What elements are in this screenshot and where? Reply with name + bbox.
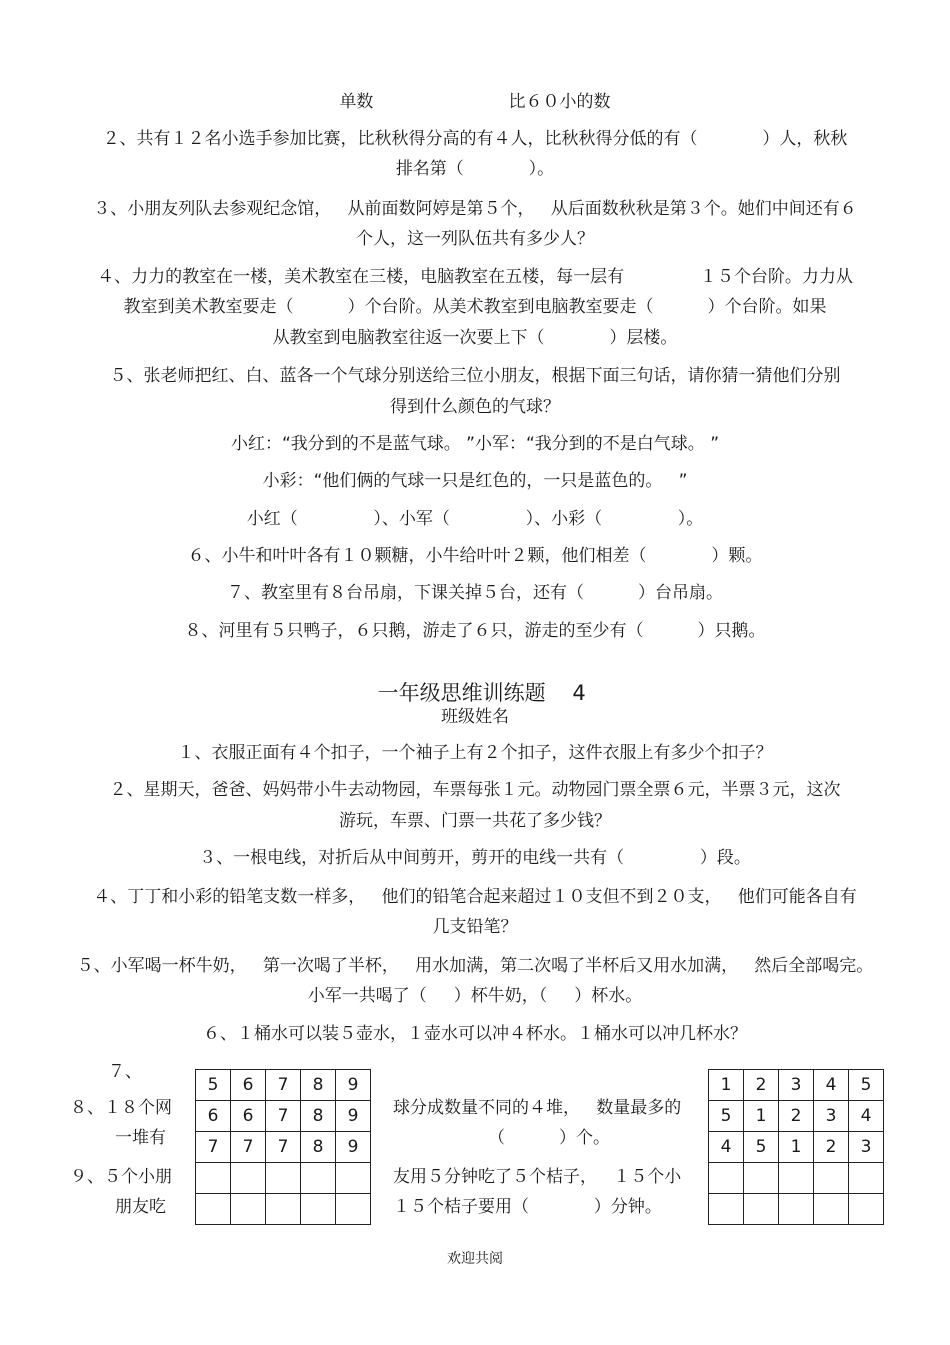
question-8: ８、河里有５只鸭子，６只鹅，游走了６只，游走的至少有（ ）只鹅。 <box>184 621 766 641</box>
grid-cell: 9 <box>336 1101 371 1132</box>
grid-cell: 3 <box>779 1070 814 1101</box>
grid-cell: 2 <box>744 1070 779 1101</box>
grid-cell <box>849 1163 884 1194</box>
grid-cell: 7 <box>196 1132 231 1163</box>
grid-cell <box>231 1194 266 1225</box>
text-line: （ ）个。 <box>488 1128 611 1148</box>
grid-cell: 1 <box>744 1101 779 1132</box>
grid-cell: 4 <box>709 1132 744 1163</box>
grid-cell: 8 <box>301 1132 336 1163</box>
grid-cell: 7 <box>266 1101 301 1132</box>
question-1: １、衣服正面有４个扣子，一个袖子上有２个扣子，这件衣服上有多少个扣子？ <box>177 743 773 763</box>
text-line: 个人，这一列队伍共有多少人？ <box>356 229 594 249</box>
grid-cell <box>849 1194 884 1225</box>
title-text: 一年级思维训练题 <box>377 681 546 705</box>
number-grid-right <box>708 1069 884 1225</box>
grid-cell: 8 <box>301 1101 336 1132</box>
grid-cell: 6 <box>231 1070 266 1101</box>
grid-cell: 5 <box>196 1070 231 1101</box>
grid-cell <box>196 1163 231 1194</box>
grid-cell <box>814 1194 849 1225</box>
text-line: 从教室到电脑教室往返一次要上下（ ）层楼。 <box>272 328 678 348</box>
grid-cell <box>301 1194 336 1225</box>
grid-cell <box>336 1163 371 1194</box>
question-2: ２、共有１２名小选手参加比赛，比秋秋得分高的有４人，比秋秋得分低的有（ ）人，秋秋 <box>102 129 848 149</box>
grid-cell: 9 <box>336 1070 371 1101</box>
text-line: 一堆有 <box>115 1128 166 1148</box>
question-6: ６、小牛和叶叶各有１０颗糖，小牛给叶叶２颗，他们相差（ ）颗。 <box>187 546 763 566</box>
text-line: 游玩，车票、门票一共花了多少钱？ <box>339 811 611 831</box>
question-5: ５、小军喝一杯牛奶， 第一次喝了半杯， 用水加满，第二次喝了半杯后又用水加满， 然后全部喝完。 <box>76 956 874 976</box>
text-line: １５个桔子要用（ ）分钟。 <box>393 1197 662 1217</box>
question-7: ７、教室里有８台吊扇，下课关掉５台，还有（ ）台吊扇。 <box>226 583 724 603</box>
question-3: ３、小朋友列队去参观纪念馆， 从前面数阿婷是第５个， 从后面数秋秋是第３个。她们中间还有６ <box>93 199 857 219</box>
question-7-label: ７、 <box>108 1062 142 1082</box>
text-line: 单数 比６０小的数 <box>339 92 611 112</box>
text-line: 小红（ ）、小军（ ）、小彩（ ）。 <box>246 509 704 529</box>
grid-cell: 7 <box>231 1132 266 1163</box>
number-grid-left <box>195 1069 371 1225</box>
title-number: 4 <box>572 681 586 705</box>
grid-cell <box>336 1194 371 1225</box>
text-line: 朋友吃 <box>115 1197 166 1217</box>
text-line: 小彩：“他们俩的气球一只是红色的，一只是蓝色的。 ” <box>262 471 688 491</box>
question-5: ５、张老师把红、白、蓝各一个气球分别送给三位小朋友，根据下面三句话，请你猜一猜他们分别 <box>109 366 841 386</box>
grid-cell <box>779 1163 814 1194</box>
grid-cell: 3 <box>814 1101 849 1132</box>
grid-cell <box>814 1163 849 1194</box>
grid-cell: 9 <box>336 1132 371 1163</box>
class-name-line: 班级姓名 <box>441 707 509 727</box>
question-9-label: ９、５个小朋 <box>70 1167 172 1187</box>
grid-cell <box>196 1194 231 1225</box>
question-3: ３、一根电线，对折后从中间剪开，剪开的电线一共有（ ）段。 <box>199 848 751 868</box>
question-4: ４、力力的教室在一楼，美术教室在三楼，电脑教室在五楼，每一层有 １５个台阶。力力从 <box>97 267 853 287</box>
grid-cell: 4 <box>849 1101 884 1132</box>
text-line: 几支铅笔？ <box>432 917 518 937</box>
grid-cell: 7 <box>266 1132 301 1163</box>
grid-cell <box>779 1194 814 1225</box>
grid-cell: 2 <box>779 1101 814 1132</box>
text-line: 友用５分钟吃了５个桔子， １５个小 <box>393 1167 682 1187</box>
grid-cell <box>744 1163 779 1194</box>
grid-cell <box>744 1194 779 1225</box>
question-2: ２、星期天，爸爸、妈妈带小牛去动物园，车票每张１元。动物园门票全票６元，半票３元，这次 <box>109 780 841 800</box>
grid-cell: 6 <box>196 1101 231 1132</box>
text-line: 球分成数量不同的４堆， 数量最多的 <box>393 1098 682 1118</box>
grid-cell <box>266 1163 301 1194</box>
grid-cell: 1 <box>779 1132 814 1163</box>
question-8-label: ８、１８个网 <box>70 1098 172 1118</box>
text-line: 小军一共喝了（ ）杯牛奶，（ ）杯水。 <box>307 986 643 1006</box>
grid-cell: 5 <box>744 1132 779 1163</box>
question-6: ６、１桶水可以装５壶水，１壶水可以冲４杯水。１桶水可以冲几杯水？ <box>203 1024 747 1044</box>
grid-cell <box>266 1194 301 1225</box>
grid-cell: 7 <box>266 1070 301 1101</box>
grid-cell: 3 <box>849 1132 884 1163</box>
grid-cell: 4 <box>814 1070 849 1101</box>
question-4: ４、丁丁和小彩的铅笔支数一样多， 他们的铅笔合起来超过１０支但不到２０支， 他们可能各自有 <box>93 887 857 907</box>
text-line: 教室到美术教室要走（ ）个台阶。从美术教室到电脑教室要走（ ）个台阶。如果 <box>123 297 827 317</box>
grid-cell: 2 <box>814 1132 849 1163</box>
grid-cell: 8 <box>301 1070 336 1101</box>
grid-cell: 5 <box>849 1070 884 1101</box>
grid-cell <box>231 1163 266 1194</box>
text-line: 排名第（ ）。 <box>395 159 555 179</box>
grid-cell <box>709 1163 744 1194</box>
text-line: 小红：“我分到的不是蓝气球。 ”小军：“我分到的不是白气球。 ” <box>230 434 720 454</box>
grid-cell <box>709 1194 744 1225</box>
grid-cell: 1 <box>709 1070 744 1101</box>
page-footer: 欢迎共阅 <box>447 1251 503 1267</box>
grid-cell: 5 <box>709 1101 744 1132</box>
text-line: 得到什么颜色的气球？ <box>390 397 560 417</box>
grid-cell <box>301 1163 336 1194</box>
grid-cell: 6 <box>231 1101 266 1132</box>
page-title <box>0 660 950 704</box>
